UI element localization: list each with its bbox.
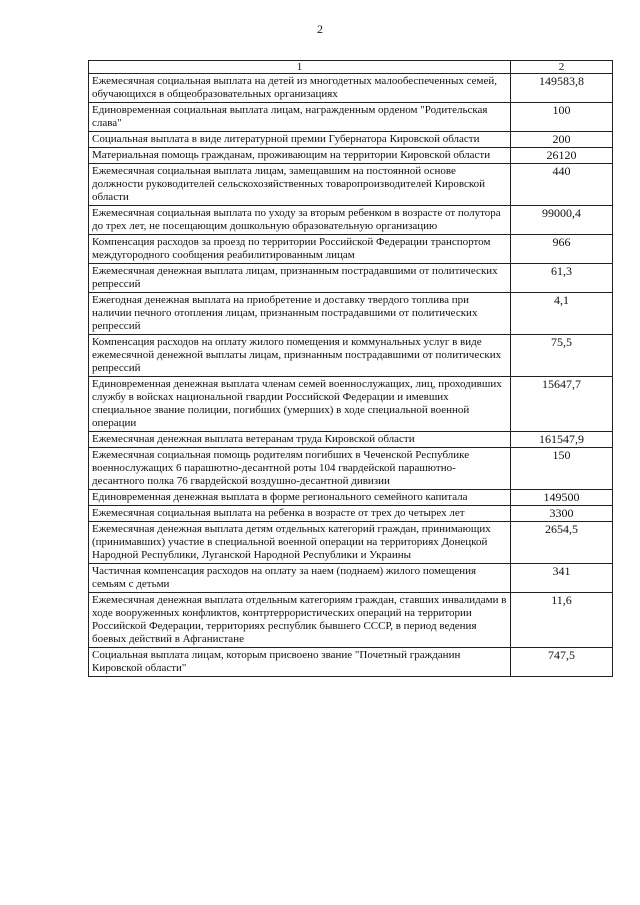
table-header-row — [89, 61, 613, 74]
table-row — [89, 648, 613, 677]
payment-amount-cell: 2654,5 — [511, 522, 613, 564]
table-row — [89, 132, 613, 148]
payment-name-cell: Ежегодная денежная выплата на приобретение и доставку твердого топлива при наличии печного отопления лицам, признанным пострадавшими от политических репрессий — [89, 293, 511, 335]
table-row — [89, 377, 613, 432]
payment-name-cell: Ежемесячная социальная выплата по уходу за вторым ребенком в возрасте от полутора до трех лет, не посещающим дошкольную образовательную организацию — [89, 206, 511, 235]
payment-amount-cell: 4,1 — [511, 293, 613, 335]
table-row — [89, 206, 613, 235]
payments-table — [88, 60, 613, 677]
payment-amount-cell: 149500 — [511, 490, 613, 506]
payment-name-cell: Ежемесячная денежная выплата детям отдельных категорий граждан, принимающих (принимавших) участие в специальной военной операции на территориях Донецкой Народной Республики, Луганской Народной Республики и Украины — [89, 522, 511, 564]
payment-name-cell: Ежемесячная социальная выплата на детей из многодетных малообеспеченных семей, обучающихся в общеобразовательных организациях — [89, 74, 511, 103]
payment-amount-cell: 100 — [511, 103, 613, 132]
payment-name-cell: Единовременная денежная выплата в форме регионального семейного капитала — [89, 490, 511, 506]
column-header-2: 2 — [511, 61, 613, 74]
table-row — [89, 148, 613, 164]
page-number: 2 — [317, 22, 323, 36]
table-row — [89, 164, 613, 206]
payment-amount-cell: 200 — [511, 132, 613, 148]
payment-name-cell: Частичная компенсация расходов на оплату за наем (поднаем) жилого помещения семьям с детьми — [89, 564, 511, 593]
payment-name-cell: Единовременная денежная выплата членам семей военнослужащих, лиц, проходивших службу в войсках национальной гвардии Российской Федерации и имевших специальное звание полиции, погибших (умерших) в ходе специальной военной операции — [89, 377, 511, 432]
payment-name-cell: Ежемесячная денежная выплата отдельным категориям граждан, ставших инвалидами в ходе вооруженных конфликтов, контртеррористических операций на территории Российской Федерации, территориях республик бывшего СССР, в период ведения боевых действий в Афганистане — [89, 593, 511, 648]
payment-name-cell: Компенсация расходов на оплату жилого помещения и коммунальных услуг в виде ежемесячной денежной выплаты лицам, признанным пострадавшими от политических репрессий — [89, 335, 511, 377]
table-row — [89, 448, 613, 490]
table-row — [89, 264, 613, 293]
payment-amount-cell: 99000,4 — [511, 206, 613, 235]
payment-name-cell: Ежемесячная денежная выплата лицам, признанным пострадавшими от политических репрессий — [89, 264, 511, 293]
payment-amount-cell: 11,6 — [511, 593, 613, 648]
table-row — [89, 522, 613, 564]
column-header-1: 1 — [89, 61, 511, 74]
payment-amount-cell: 149583,8 — [511, 74, 613, 103]
table-row — [89, 490, 613, 506]
payment-name-cell: Материальная помощь гражданам, проживающим на территории Кировской области — [89, 148, 511, 164]
payment-amount-cell: 966 — [511, 235, 613, 264]
table-body — [89, 74, 613, 677]
payment-amount-cell: 341 — [511, 564, 613, 593]
payment-amount-cell: 61,3 — [511, 264, 613, 293]
payment-name-cell: Социальная выплата в виде литературной премии Губернатора Кировской области — [89, 132, 511, 148]
payment-amount-cell: 747,5 — [511, 648, 613, 677]
payment-amount-cell: 75,5 — [511, 335, 613, 377]
payment-name-cell: Ежемесячная денежная выплата ветеранам труда Кировской области — [89, 432, 511, 448]
table-row — [89, 593, 613, 648]
payment-amount-cell: 3300 — [511, 506, 613, 522]
table-row — [89, 103, 613, 132]
table-row — [89, 293, 613, 335]
payment-amount-cell: 26120 — [511, 148, 613, 164]
payment-name-cell: Единовременная социальная выплата лицам, награжденным орденом "Родительская слава" — [89, 103, 511, 132]
table-row — [89, 564, 613, 593]
payment-name-cell: Компенсация расходов за проезд по территории Российской Федерации транспортом междугородного сообщения реабилитированным лицам — [89, 235, 511, 264]
table-row — [89, 235, 613, 264]
table-row — [89, 506, 613, 522]
payment-amount-cell: 440 — [511, 164, 613, 206]
payment-name-cell: Ежемесячная социальная выплата на ребенка в возрасте от трех до четырех лет — [89, 506, 511, 522]
payment-amount-cell: 15647,7 — [511, 377, 613, 432]
table-row — [89, 432, 613, 448]
payment-name-cell: Социальная выплата лицам, которым присвоено звание "Почетный гражданин Кировской области" — [89, 648, 511, 677]
payment-name-cell: Ежемесячная социальная помощь родителям погибших в Чеченской Республике военнослужащих 6 парашютно-десантной роты 104 гвардейской парашютно-десантного полка 76 гвардейской воздушно-десантной дивизии — [89, 448, 511, 490]
table-row — [89, 74, 613, 103]
payment-amount-cell: 150 — [511, 448, 613, 490]
payment-name-cell: Ежемесячная социальная выплата лицам, замещавшим на постоянной основе должности руководителей сельскохозяйственных товаропроизводителей Кировской области — [89, 164, 511, 206]
table-row — [89, 335, 613, 377]
payment-amount-cell: 161547,9 — [511, 432, 613, 448]
